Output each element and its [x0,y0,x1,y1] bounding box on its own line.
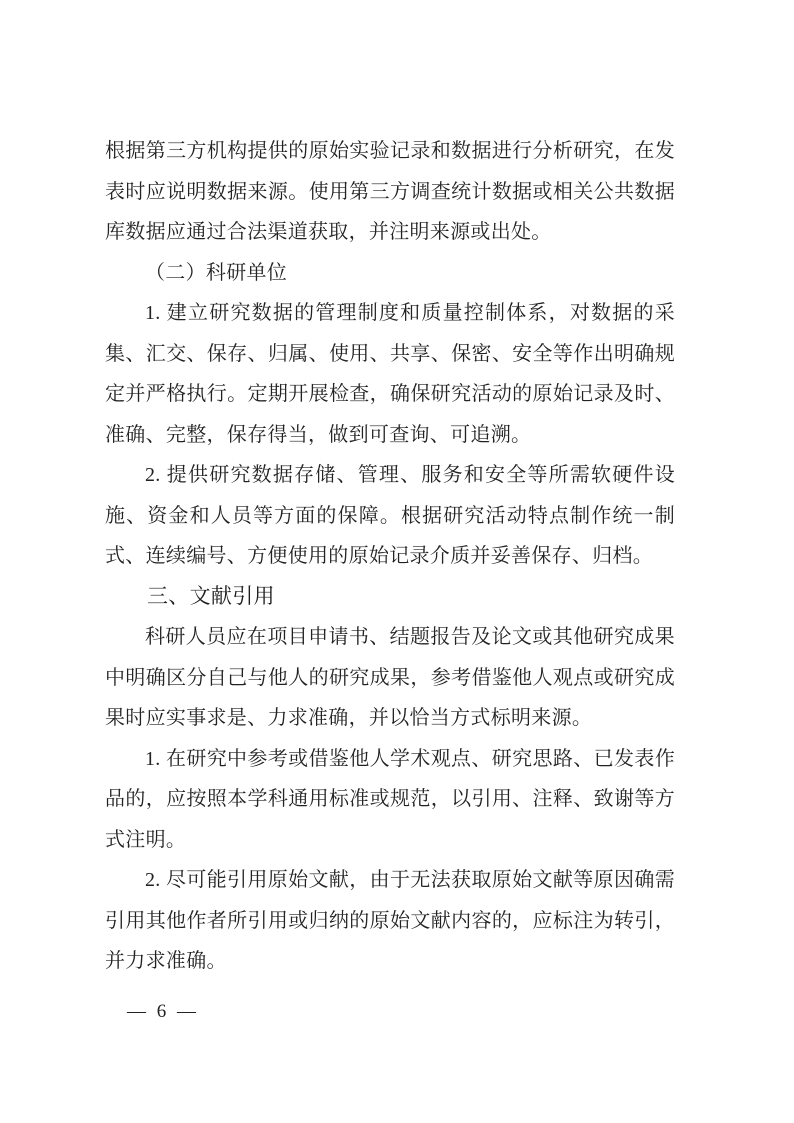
paragraph: 科研人员应在项目申请书、结题报告及论文或其他研究成果中明确区分自己与他人的研究成果，参考借鉴他人观点或研究成果时应实事求是、力求准确，并以恰当方式标明来源。 [105,626,675,729]
document-body [105,131,675,982]
numbered-paragraph-1b: 1. 在研究中参考或借鉴他人学术观点、研究思路、已发表作品的，应按照本学科通用标准或规范，以引用、注释、致谢等方式注明。 [105,747,675,851]
subsection-heading: （二）科研单位 [145,261,288,284]
numbered-paragraph-1: 1. 建立研究数据的管理制度和质量控制体系，对数据的采集、汇交、保存、归属、使用、共享、保密、安全等作出明确规定并严格执行。定期开展检查，确保研究活动的原始记录及时、准确、完整，保存得当，做到可查询、可追溯。 [105,302,675,446]
numbered-paragraph-2b: 2. 尽可能引用原始文献，由于无法获取原始文献等原因确需引用其他作者所引用或归纳的原始文献内容的，应标注为转引，并力求准确。 [105,869,675,972]
section-heading: 三、文献引用 [147,584,275,608]
paragraph-continued-from-previous-page: 根据第三方机构提供的原始实验记录和数据进行分析研究，在发表时应说明数据来源。使用第三方调查统计数据或相关公共数据库数据应通过合法渠道获取，并注明来源或出处。 [105,140,675,243]
page-footer [127,1001,199,1023]
numbered-paragraph-2: 2. 提供研究数据存储、管理、服务和安全等所需软硬件设施、资金和人员等方面的保障。根据研究活动特点制作统一制式、连续编号、方便使用的原始记录介质并妥善保存、归档。 [105,464,675,567]
page-number: — 6 — [127,1001,199,1022]
